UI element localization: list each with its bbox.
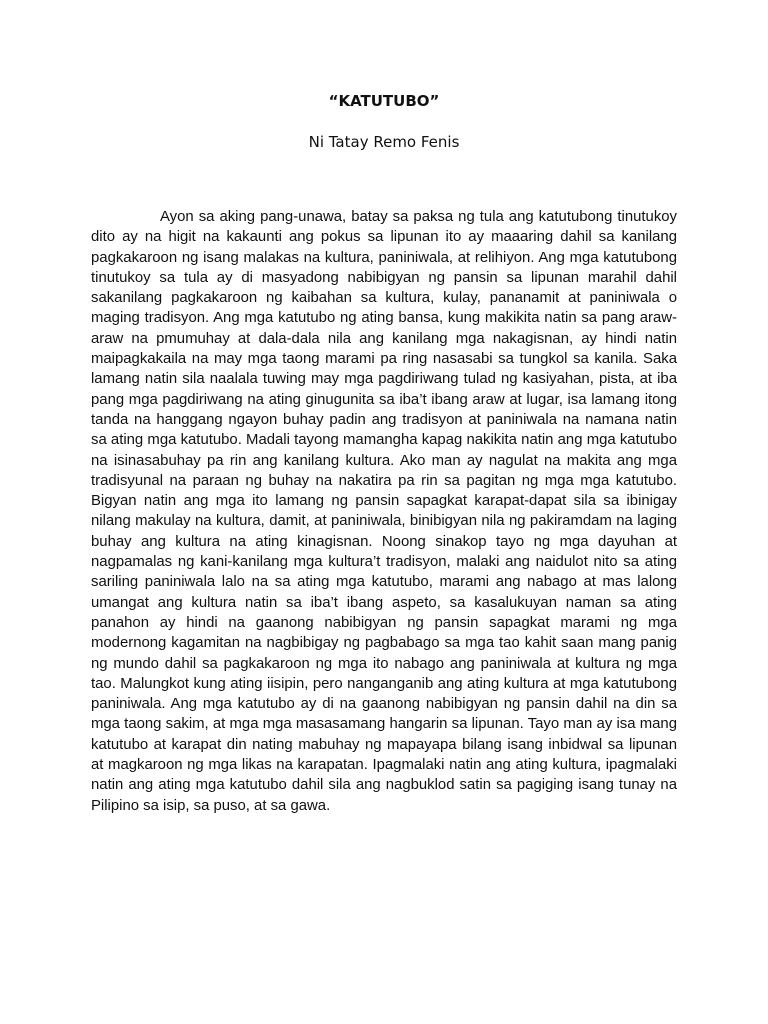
document-title: “KATUTUBO” <box>328 92 440 110</box>
document-author: Ni Tatay Remo Fenis <box>308 133 460 151</box>
document-body: Ayon sa aking pang-unawa, batay sa paksa ng tula ang katutubong tinutukoy dito ay na higit na kakaunti ang pokus sa lipunan ito ay maaaring dahil sa kanilang pagkakaroon ng isang malakas na kultura, paniniwala, at relihiyon. Ang mga katutubong tinutukoy sa tula ay di masyadong nabibigyan ng pansin sa lipunan marahil dahil sakanilang pagkakaroon ng kaibahan sa kultura, kulay, pananamit at paniniwala o maging tradisyon. Ang mga katutubo ng ating bansa, kung makikita natin sa pang araw-araw na pmumuhay at dala-dala nila ang kanilang mga nakagisnan, ay hindi natin maipagkakaila na may mga taong marami pa ring nasasabi sa tungkol sa kanila. Saka lamang natin sila naalala tuwing may mga pagdiriwang tulad ng kasiyahan, pista, at iba pang mga pagdiriwang na ating ginugunita sa iba’t ibang araw at lugar, isa lamang itong tanda na hanggang ngayon buhay padin ang tradisyon at paniniwala na namana natin sa ating mga katutubo. Madali tayong mamangha kapag nakikita natin ang mga katutubo na isinasabuhay pa rin ang kanilang kultura. Ako man ay nagulat na makita ang mga tradisyunal na paraan ng buhay na nakatira pa rin sa pagitan ng mga mga katutubo. Bigyan natin ang mga ito lamang ng pansin sapagkat karapat-dapat sila sa ibinigay nilang makulay na kultura, damit, at paniniwala, binibigyan nila ng pakiramdam na laging buhay ang kultura na ating kinagisnan. Noong sinakop tayo ng mga dayuhan at nagpamalas ng kani-kanilang mga kultura’t tradisyon, malaki ang naidulot nito sa ating sariling paniniwala lalo na sa ating mga katutubo, marami ang nabago at mas lalong umangat ang kultura natin sa iba’t ibang aspeto, sa kasalukuyan naman sa ating panahon ay hindi na gaanong nabibigyan ng pansin sapagkat marami ng mga modernong kagamitan na nagbibigay ng pagbabago sa mga tao kahit saan mang panig ng mundo dahil sa pagkakaroon ng mga ito nabago ang paniniwala at kultura ng mga tao. Malungkot kung ating iisipin, pero nanganganib ang ating kultura at mga katutubong paniniwala. Ang mga katutubo ay di na gaanong nabibigyan ng pansin dahil na din sa mga taong sakim, at mga mga masasamang hangarin sa lipunan. Tayo man ay isa mang katutubo at karapat din nating mabuhay ng mapayapa bilang isang inbidwal sa lipunan at magkaroon ng mga likas na karapatan. Ipagmalaki natin ang ating kultura, ipagmalaki natin ang ating mga katutubo dahil sila ang nagbuklod satin sa pagiging isang tunay na Pilipino sa isip, sa puso, at sa gawa. <box>91 209 677 814</box>
